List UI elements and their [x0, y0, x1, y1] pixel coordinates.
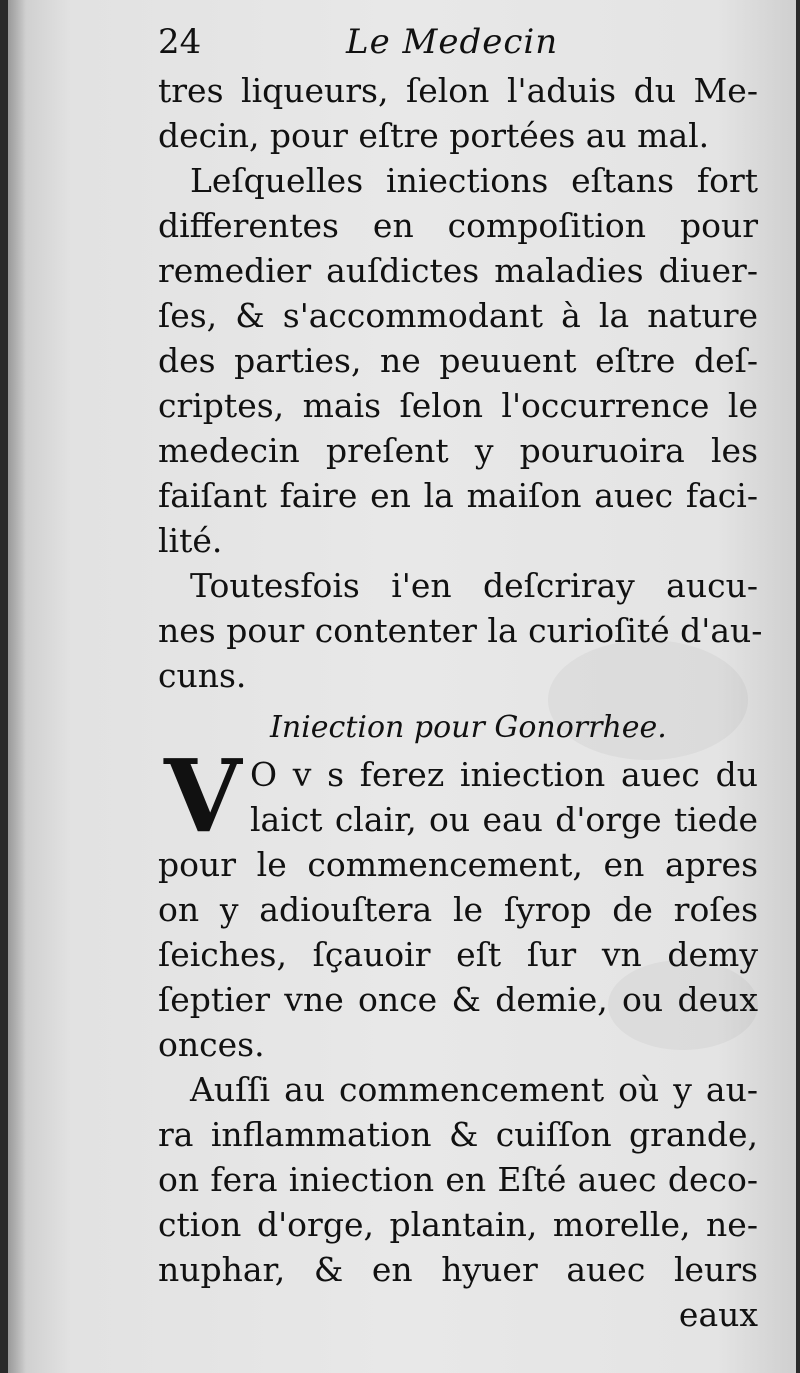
- section-title: Iniection pour Gonorrhee.: [270, 710, 667, 745]
- text-line: nes pour contenter la curioſité d'au-: [158, 611, 763, 650]
- text-line: ra inflammation & cuiſſon grande,: [158, 1115, 758, 1154]
- text-line: des parties, ne peuuent eſtre deſ-: [158, 341, 758, 380]
- text-line: O v s ferez iniection auec du: [250, 755, 758, 794]
- text-line: Leſquelles iniections eſtans fort: [190, 161, 758, 200]
- paragraph-5: [158, 1067, 758, 1292]
- text-line: on y adiouſtera le ſyrop de roſes: [158, 890, 758, 929]
- paragraph-3: [158, 563, 763, 698]
- text-line: Toutesfois i'en deſcriray aucu-: [190, 566, 758, 605]
- text-line: differentes en compoſition pour: [158, 206, 758, 245]
- page-gutter-shadow: [8, 0, 26, 1373]
- text-line: medecin preſent y pouruoira les: [158, 431, 758, 470]
- text-line: ſeptier vne once & demie, ou deux: [158, 980, 758, 1019]
- book-page: [8, 0, 796, 1373]
- paragraph-1: [158, 68, 758, 158]
- text-line: nuphar, & en hyuer auec leurs: [158, 1250, 758, 1289]
- catchword: eaux: [678, 1295, 758, 1334]
- running-title: Le Medecin: [346, 22, 559, 62]
- text-line: criptes, mais ſelon l'occurrence le: [158, 386, 758, 425]
- text-line: lité.: [158, 521, 223, 560]
- text-line: cuns.: [158, 656, 247, 695]
- text-line: on fera iniection en Eſté auec deco-: [158, 1160, 758, 1199]
- paragraph-2: [158, 158, 758, 563]
- text-line: onces.: [158, 1025, 265, 1064]
- text-line: ſeiches, ſçauoir eſt ſur vn demy: [158, 935, 758, 974]
- page-header: [158, 22, 758, 68]
- text-line: Auſſi au commencement où y au-: [190, 1070, 758, 1109]
- text-line: decin, pour eſtre portées au mal.: [158, 116, 710, 155]
- text-line: faiſant faire en la maiſon auec faci-: [158, 476, 758, 515]
- drop-cap-initial: V: [164, 737, 242, 855]
- text-line: laict clair, ou eau d'orge tiede: [250, 800, 758, 839]
- text-line: remedier auſdictes maladies diuer-: [158, 251, 758, 290]
- text-block: [158, 22, 763, 1337]
- text-line: pour le commencement, en apres: [158, 845, 758, 884]
- paragraph-4: [158, 737, 758, 1067]
- page-number: 24: [158, 22, 202, 62]
- text-line: tres liqueurs, ſelon l'aduis du Me-: [158, 71, 758, 110]
- text-line: ction d'orge, plantain, morelle, ne-: [158, 1205, 758, 1244]
- text-line: ſes, & s'accommodant à la nature: [158, 296, 758, 335]
